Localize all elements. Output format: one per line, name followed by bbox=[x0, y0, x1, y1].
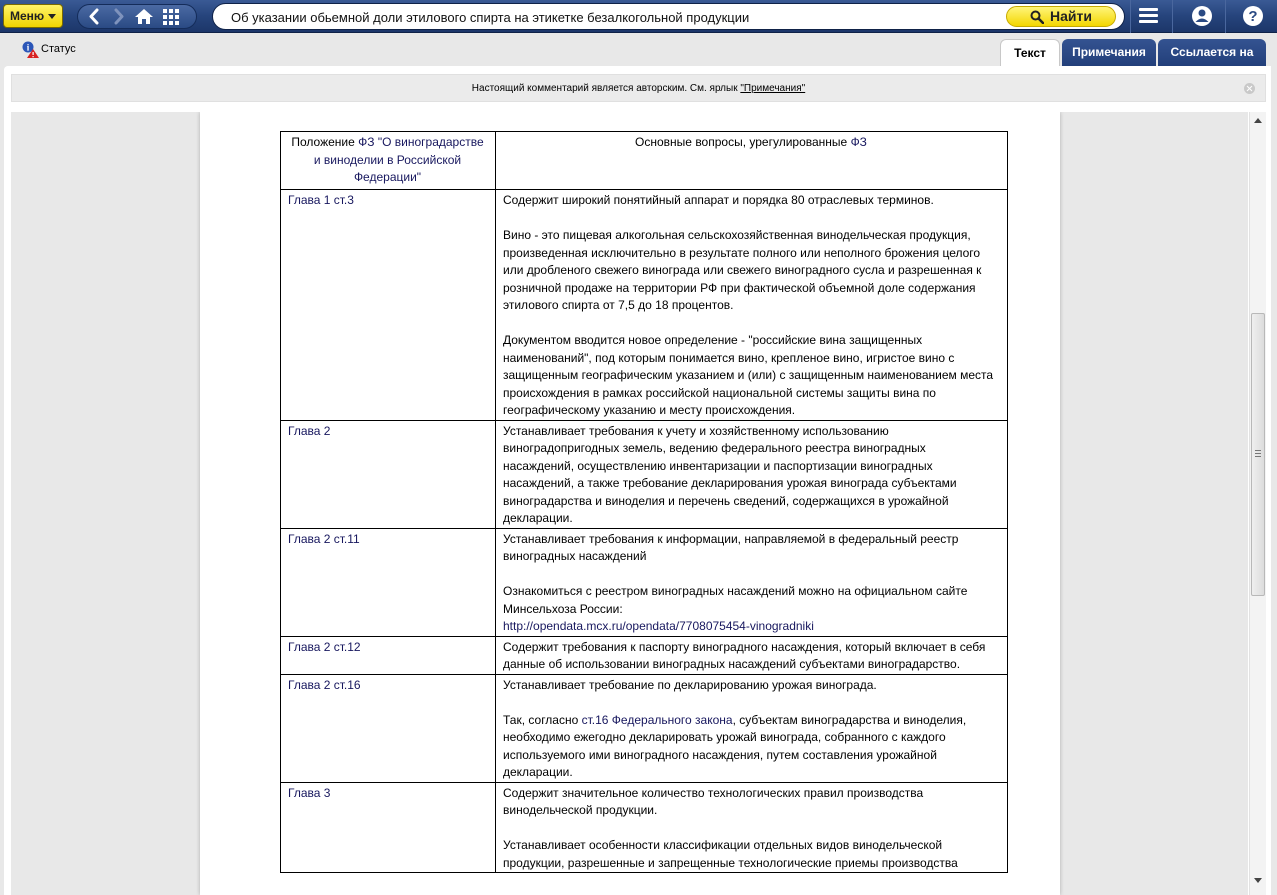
column-header-issues: Основные вопросы, урегулированные ФЗ bbox=[496, 132, 1008, 190]
back-button[interactable] bbox=[82, 5, 108, 28]
table-header-row bbox=[281, 132, 1008, 190]
navigation-group bbox=[77, 4, 197, 29]
help-button[interactable] bbox=[1237, 3, 1269, 30]
row-paragraph: Устанавливает требования к учету и хозяйственному использованию виноградопригодных земель, ведению федерального реестра виноградных насаждений, осуществлению инвентаризации и паспортизации виноградных насаждений, а также требование декларирования урожая винограда субъектами виноградарства и виноделия и перечень сведений, содержащихся в урожайной декларации. bbox=[503, 423, 957, 525]
hamburger-icon bbox=[1134, 3, 1166, 30]
chapter-link[interactable]: Глава 2 ст.11 bbox=[288, 531, 360, 546]
law-link[interactable]: ФЗ "О виноградарстве и виноделии в Российской Федерации" bbox=[313, 135, 484, 184]
document-viewport bbox=[11, 112, 1248, 895]
row-paragraph: Содержит значительное количество технологических правил производства винодельческой продукции. bbox=[503, 785, 924, 817]
document-page bbox=[200, 112, 1060, 895]
info-warning-icon bbox=[22, 41, 40, 59]
home-button[interactable] bbox=[130, 5, 156, 28]
author-notice-bar bbox=[11, 74, 1266, 102]
row-paragraph: Вино - это пищевая алкогольная сельскохозяйственная винодельческая продукция, произведенная исключительно в результате полного или неполного брожения целого или дробленого свежего винограда или свежего виноградного сусла и разрешенная к розничной продаже на территории РФ при фактической объемной доле содержания этилового спирта от 7,5 до 18 процентов. bbox=[503, 228, 982, 312]
close-icon[interactable] bbox=[1244, 83, 1255, 94]
toolbar-divider bbox=[1225, 0, 1226, 33]
chapter-link[interactable]: Глава 2 bbox=[288, 423, 331, 438]
top-toolbar bbox=[0, 0, 1277, 33]
tab-notes[interactable]: Примечания bbox=[1062, 39, 1156, 66]
menu-button-label: Меню bbox=[10, 9, 45, 23]
forward-button[interactable] bbox=[106, 5, 132, 28]
row-paragraph: Устанавливает требования к информации, направляемой в федеральный реестр виноградных насаждений bbox=[503, 531, 959, 563]
table-row bbox=[281, 420, 1008, 528]
tab-text[interactable]: Текст bbox=[1000, 39, 1060, 66]
chapter-link[interactable]: Глава 3 bbox=[288, 785, 331, 800]
home-icon bbox=[134, 8, 154, 25]
table-row bbox=[281, 636, 1008, 674]
law-link[interactable]: ФЗ bbox=[850, 135, 867, 149]
table-row bbox=[281, 782, 1008, 873]
search-input[interactable] bbox=[231, 8, 1001, 26]
table-row bbox=[281, 528, 1008, 636]
chapter-link[interactable]: Глава 1 ст.3 bbox=[288, 193, 354, 207]
table-row bbox=[281, 674, 1008, 782]
row-paragraph: Устанавливает требование по декларированию урожая винограда. bbox=[503, 677, 877, 692]
hamburger-menu-button[interactable] bbox=[1134, 3, 1166, 30]
article-link[interactable]: ст.16 Федерального закона bbox=[581, 712, 733, 727]
status-label: Статус bbox=[41, 43, 76, 55]
row-paragraph: Документом вводится новое определение - "российские вина защищенных наименований", под которым понимается вино, крепленое вино, игристое вино с защищенным географическим указанием и (или) с защищенным наименованием места происхождения в рамках российской национальной системы защиты вина по географическому указанию и месту происхождения. bbox=[503, 333, 994, 417]
toolbar-divider bbox=[1130, 0, 1131, 33]
row-paragraph: Устанавливает особенности классификации отдельных видов винодельческой продукции, разрешенные и запрещенные технологические приемы производства bbox=[503, 838, 958, 870]
svg-text:?: ? bbox=[1248, 8, 1258, 25]
row-paragraph: Содержит требования к паспорту виноградного насаждения, который включает в себя данные об использовании виноградных насаждений субъектами виноградарство. bbox=[503, 639, 986, 671]
apps-grid-button[interactable] bbox=[158, 5, 184, 28]
svg-text:i: i bbox=[26, 42, 30, 53]
arrow-right-icon bbox=[110, 8, 128, 25]
chapter-link[interactable]: Глава 2 ст.16 bbox=[288, 677, 361, 692]
tab-references[interactable]: Ссылается на bbox=[1158, 39, 1266, 66]
find-button-label: Найти bbox=[1050, 8, 1092, 24]
scrollbar-thumb[interactable] bbox=[1251, 313, 1265, 596]
notes-link[interactable]: "Примечания" bbox=[740, 83, 806, 94]
row-paragraph: Содержит широкий понятийный аппарат и порядка 80 отраслевых терминов. bbox=[503, 193, 934, 207]
law-provisions-table bbox=[280, 131, 1008, 873]
arrow-left-icon bbox=[86, 8, 104, 25]
row-paragraph: Ознакомиться с реестром виноградных насаждений можно на официальном сайте Минсельхоза России: bbox=[503, 584, 968, 616]
column-header-provision: Положение ФЗ "О виноградарстве и виноделии в Российской Федерации" bbox=[281, 132, 496, 190]
grip-icon bbox=[1255, 450, 1261, 458]
user-profile-button[interactable] bbox=[1186, 3, 1218, 30]
grid-icon bbox=[162, 8, 180, 25]
caret-down-icon bbox=[48, 14, 56, 19]
toolbar-divider bbox=[1172, 0, 1173, 33]
scroll-down-arrow-icon[interactable] bbox=[1254, 878, 1262, 883]
user-icon bbox=[1186, 3, 1218, 30]
registry-url-link[interactable]: http://opendata.mcx.ru/opendata/7708075454-vinogradniki bbox=[503, 619, 814, 633]
notice-text: Настоящий комментарий является авторским. См. ярлык bbox=[471, 83, 741, 94]
vertical-scrollbar[interactable] bbox=[1249, 112, 1266, 895]
chapter-link[interactable]: Глава 2 ст.12 bbox=[288, 639, 361, 654]
search-icon bbox=[1030, 10, 1044, 24]
menu-button[interactable] bbox=[3, 4, 63, 28]
table-row bbox=[281, 190, 1008, 421]
row-paragraph: Так, согласно ст.16 Федерального закона, субъектам виноградарства и виноделия, необходимо ежегодно декларировать урожай винограда, собранного с каждого используемого ими виноградного насаждения, путем составления урожайной декларации. bbox=[503, 712, 967, 779]
find-button[interactable] bbox=[1006, 6, 1116, 27]
search-box bbox=[212, 3, 1125, 30]
help-icon bbox=[1237, 3, 1269, 30]
scroll-up-arrow-icon[interactable] bbox=[1254, 118, 1262, 123]
